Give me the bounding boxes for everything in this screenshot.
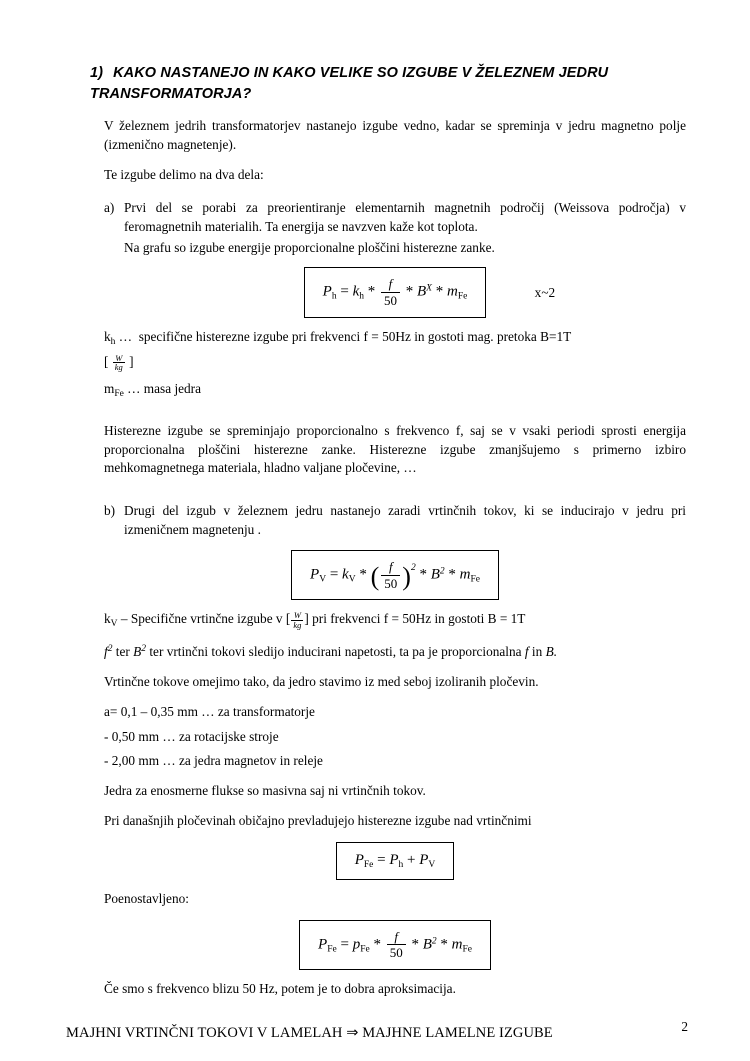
kv-definition: – Specifične vrtinčne izgube v [ (120, 611, 291, 627)
unit-w-per-kg: $\frac{W}{kg}$ (114, 352, 123, 373)
footer-statement: MAJHNI VRTINČNI TOKOVI V LAMELAH ⇒ MAJHNE LAMELNE IZGUBE (66, 1024, 553, 1041)
today-sheets-note: Pri današnjih pločevinah običajno prevladujejo histerezne izgube nad vrtinčnimi (104, 813, 532, 829)
kv-symbol: k (104, 611, 111, 627)
eddy-proportionality: $f^2$ ter $B^2$ ter vrtinčni tokovi sledijo inducirani napetosti, ta pa je proporcionalna f in B. (104, 643, 558, 659)
kh-subscript: h (110, 336, 116, 347)
definition-mfe (104, 380, 686, 401)
kv-definition-suffix: ] pri frekvenci f = 50Hz in gostoti B = 1T (304, 611, 526, 627)
hysteresis-explanation: Histerezne izgube se spreminjajo proporcionalno s frekvenco f, saj se v vsaki periodi sprosti energija proporcionalna ploščini histerezne zanke. Histerezne izgube zmanjšujemo s primerno izbiro mehkomagnetnega materiala, hladno valjane pločevine, … (104, 422, 686, 476)
intro-paragraph: V železnem jedrih transformatorjev nastanejo izgube vedno, kadar se spreminja v jedru magnetno polje (izmenično magnetenje). (104, 118, 686, 153)
eddy-prop-text: ter vrtinčni tokovi sledijo inducirani napetosti, ta pa je proporcionalna (149, 643, 522, 659)
title-text: KAKO NASTANEJO IN KAKO VELIKE SO IZGUBE V ŽELEZNEM JEDRU TRANSFORMATORJA? (90, 65, 609, 102)
intro-paragraph-2: Te izgube delimo na dva dela: (104, 166, 264, 182)
ter-word-1: ter (115, 643, 130, 659)
kh-symbol: k (104, 328, 111, 344)
thickness-line-2: - 0,50 mm … za rotacijske stroje (104, 728, 279, 744)
formula-eddy: $P_V = k_V$ * ( $\frac{f}{50}$ )$^2 * B^2 * m_{Fe}$ (291, 550, 499, 600)
list-marker-a: a) (104, 199, 115, 215)
formula-note-x: x~2 (534, 284, 556, 300)
formula-eddy-wrap (104, 550, 686, 600)
formula-total-wrap (104, 842, 686, 880)
b-symbol-end: B. (545, 643, 558, 659)
f-symbol-end: f (524, 643, 529, 659)
definition-kh (104, 328, 686, 349)
eddy-limiting: Vrtinčne tokove omejimo tako, da jedro stavimo iz med seboj izoliranih pločevin. (104, 673, 539, 689)
in-word: in (531, 643, 543, 659)
formula-hysteresis: $P_h = k_h$ * $\frac{f}{50}$ * $B^X * m_{Fe}$ (304, 267, 487, 317)
document-body (104, 117, 686, 999)
formula-simplified-wrap (104, 920, 686, 970)
unit-w-per-kg: $\frac{W}{kg}$ (293, 609, 302, 630)
approximation-note: Če smo s frekvenco blizu 50 Hz, potem je to dobra aproksimacija. (104, 981, 456, 997)
unit-bracket-kh: [ $\frac{W}{kg}$ ] (104, 352, 134, 373)
kh-dots: … (118, 328, 133, 344)
list-item-b-text: Drugi del izgub v železnem jedru nastanejo zaradi vrtinčnih tokov, ki se inducirajo v jedru pri izmeničnem magnetenju . (124, 503, 686, 538)
kh-definition: specifične histerezne izgube pri frekvenci f = 50Hz in gostoti mag. pretoka B=1T (138, 328, 572, 344)
list-item-a-line2: Na grafu so izgube energije proporcionalne ploščini histerezne zanke. (124, 239, 495, 255)
list-marker-b: b) (104, 503, 116, 519)
definition-kv (104, 610, 686, 631)
list-item-a-text: Prvi del se porabi za preorientiranje elementarnih magnetnih področij (Weissova področja) v feromagnetnih materialih. Ta energija se navzven kaže kot toplota. (124, 199, 686, 234)
page-number: 2 (681, 1019, 688, 1034)
thickness-line-1: a= 0,1 – 0,35 mm … za transformatorje (104, 703, 315, 719)
formula-total-losses: $P_{Fe} = P_h + P_V$ (336, 842, 455, 880)
page-title (90, 63, 688, 104)
mfe-definition: … masa jedra (127, 381, 202, 397)
list-item (104, 199, 686, 237)
f-symbol: f (104, 643, 108, 659)
thickness-line-3: - 2,00 mm … za jedra magnetov in releje (104, 753, 323, 769)
dc-flux-note: Jedra za enosmerne flukse so masivna saj ni vrtinčnih tokov. (104, 783, 426, 799)
list-item (104, 502, 686, 540)
title-number: 1) (90, 65, 104, 81)
formula-simplified: $P_{Fe} = p_{Fe}$ * $\frac{f}{50}$ * $B^2 * m_{Fe}$ (299, 920, 491, 970)
mfe-symbol: m (104, 381, 115, 397)
kv-subscript: V (110, 619, 118, 630)
mfe-subscript: Fe (114, 389, 124, 400)
simplified-label: Poenostavljeno: (104, 890, 189, 906)
b-symbol: B (133, 643, 142, 659)
formula-hysteresis-wrap (104, 267, 686, 317)
